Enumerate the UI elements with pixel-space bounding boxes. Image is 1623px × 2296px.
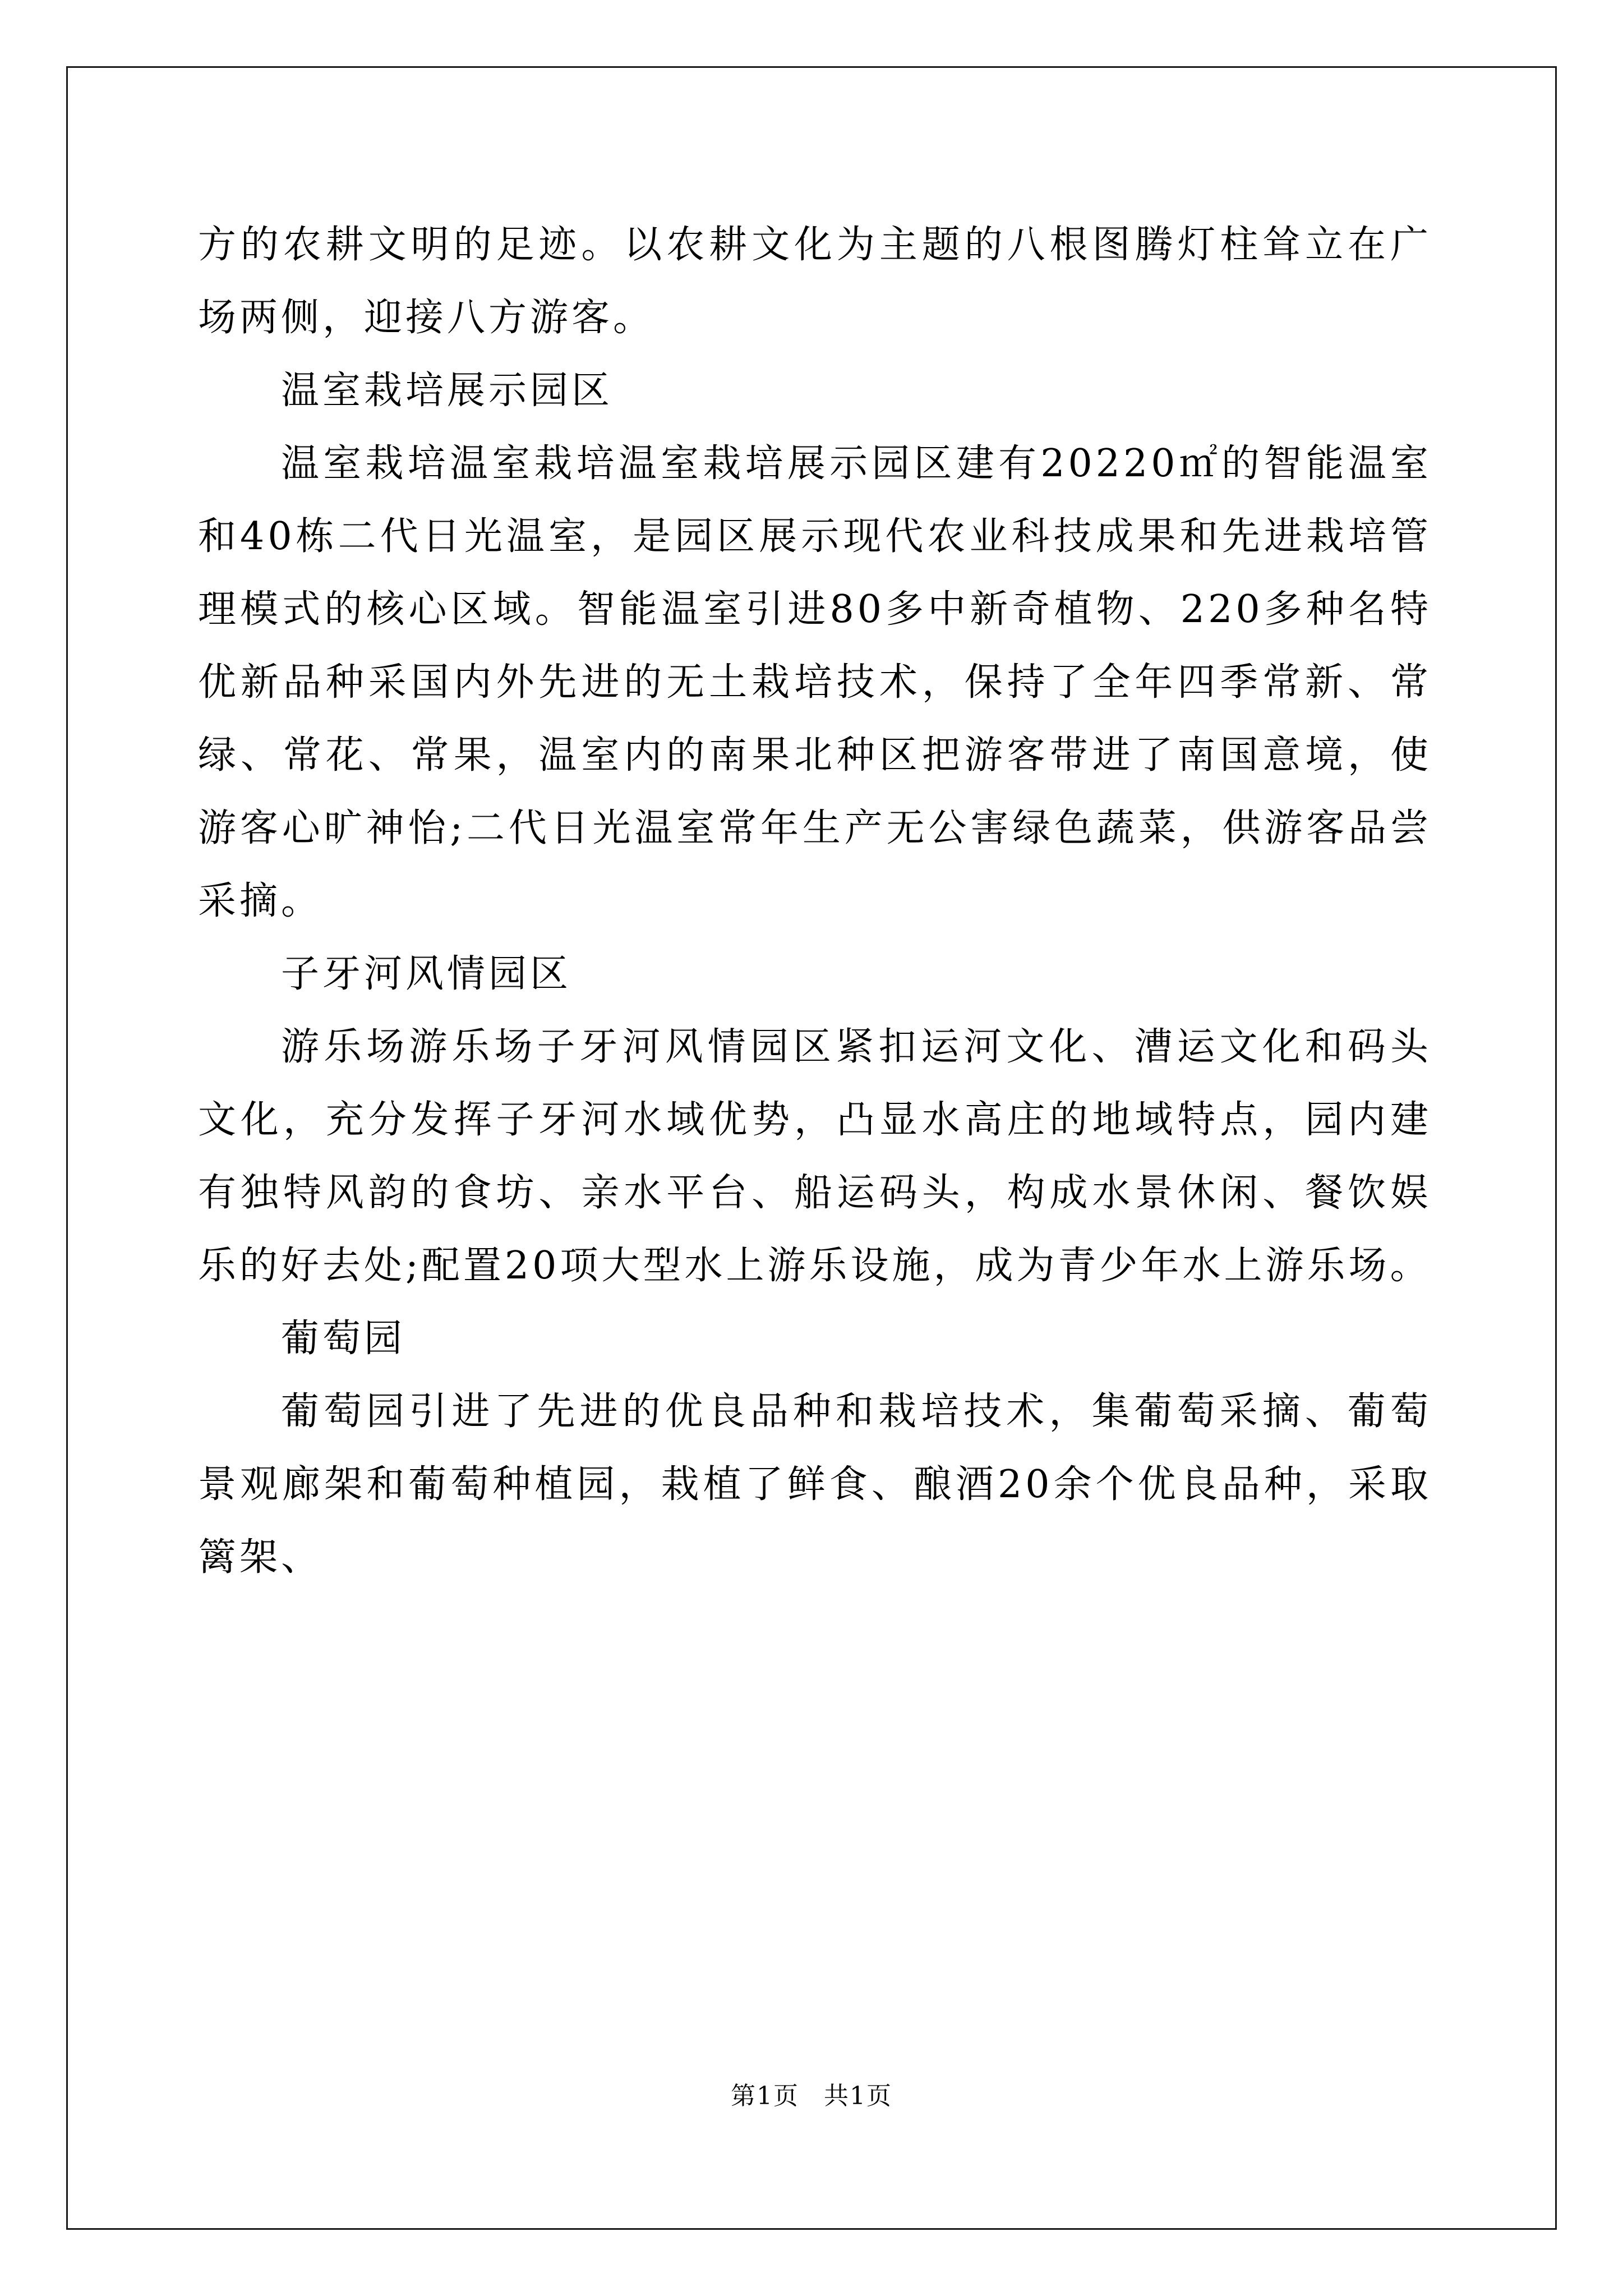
page-total: 共1页	[824, 2082, 892, 2110]
paragraph-continuation: 方的农耕文明的足迹。以农耕文化为主题的八根图腾灯柱耸立在广场两侧，迎接八方游客。	[198, 223, 1432, 340]
section-heading-ziya-river: 子牙河风情园区	[281, 952, 572, 996]
page-footer	[0, 2076, 1623, 2111]
section-heading-greenhouse: 温室栽培展示园区	[281, 369, 614, 413]
document-body	[198, 209, 1432, 1594]
paragraph-ziya-river: 游乐场游乐场子牙河风情园区紧扣运河文化、漕运文化和码头文化，充分发挥子牙河水域优势，凸显水高庄的地域特点，园内建有独特风韵的食坊、亲水平台、船运码头，构成水景休闲、餐饮娱乐的好去处;配置20项大型水上游乐设施，成为青少年水上游乐场。	[198, 1025, 1432, 1288]
paragraph-vineyard: 葡萄园引进了先进的优良品种和栽培技术，集葡萄采摘、葡萄景观廊架和葡萄种植园，栽植了鲜食、酿酒20余个优良品种，采取篱架、	[198, 1389, 1432, 1580]
paragraph-greenhouse: 温室栽培温室栽培温室栽培展示园区建有20220㎡的智能温室和40栋二代日光温室，是园区展示现代农业科技成果和先进栽培管理模式的核心区域。智能温室引进80多中新奇植物、220多种名特优新品种采国内外先进的无土栽培技术，保持了全年四季常新、常绿、常花、常果，温室内的南果北种区把游客带进了南国意境，使游客心旷神怡;二代日光温室常年生产无公害绿色蔬菜，供游客品尝采摘。	[198, 441, 1432, 923]
page-number: 第1页	[731, 2082, 799, 2110]
section-heading-vineyard: 葡萄园	[281, 1317, 406, 1361]
